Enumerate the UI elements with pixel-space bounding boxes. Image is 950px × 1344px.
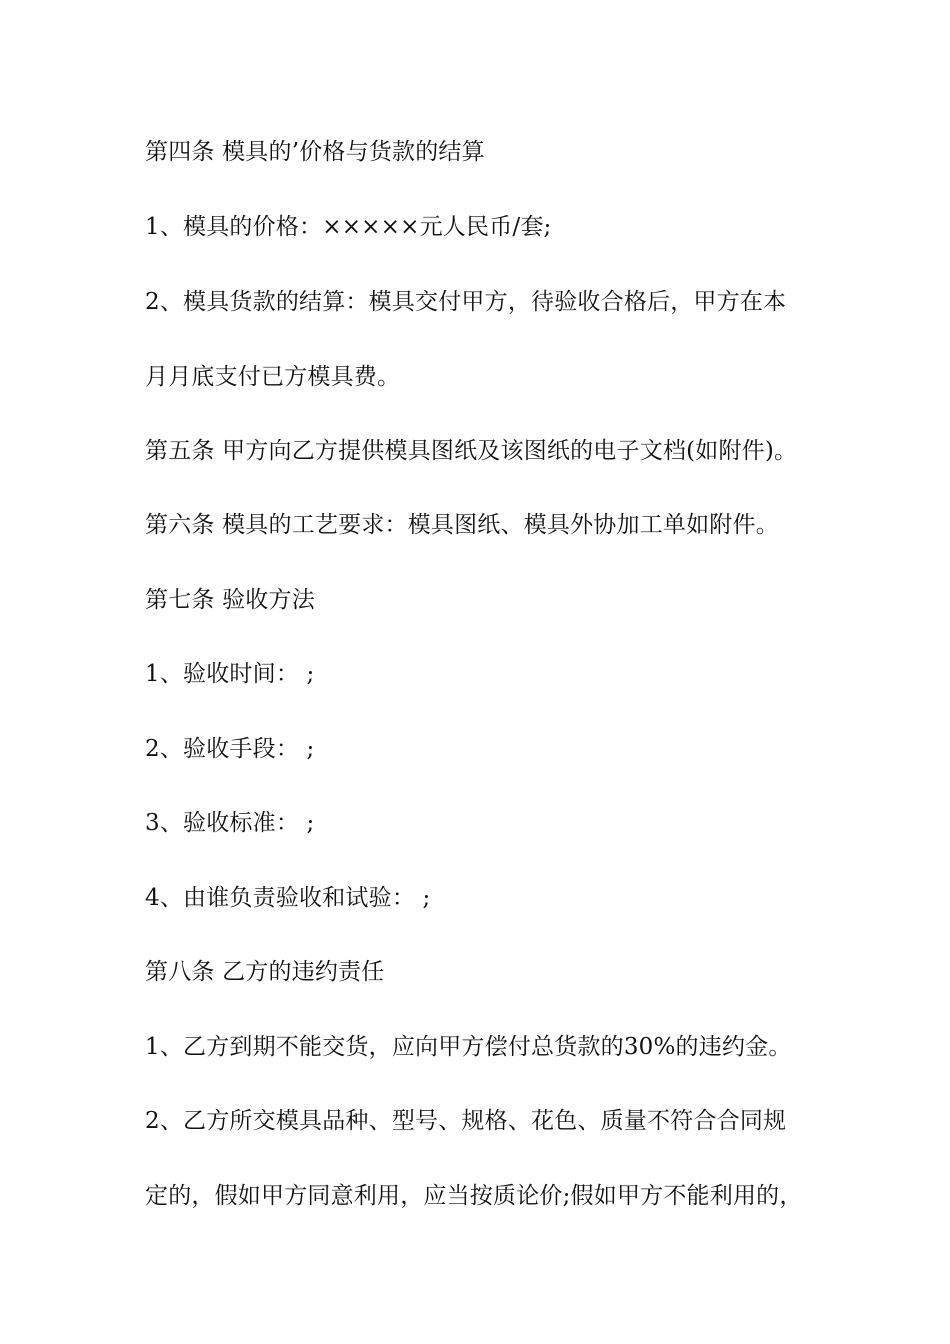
acceptance-responsibility-item: 4、由谁负责验收和试验： ; (145, 885, 431, 911)
mold-payment-item-continued: 月月底支付已方模具费。 (145, 364, 401, 390)
article-7-heading: 第七条 验收方法 (145, 587, 315, 613)
article-4-heading: 第四条 模具的’价格与货款的结算 (145, 139, 485, 165)
article-5-text: 第五条 甲方向乙方提供模具图纸及该图纸的电子文档(如附件)。 (145, 438, 798, 464)
acceptance-time-item: 1、验收时间： ; (145, 661, 315, 687)
acceptance-standard-item: 3、验收标准： ; (145, 810, 315, 836)
mold-payment-item: 2、模具货款的结算：模具交付甲方，待验收合格后，甲方在本 (145, 289, 787, 315)
mold-price-item: 1、模具的价格：×××××元人民币/套; (145, 214, 552, 240)
late-delivery-penalty-item: 1、乙方到期不能交货，应向甲方偿付总货款的30%的违约金。 (145, 1034, 792, 1060)
acceptance-method-item: 2、验收手段： ; (145, 736, 315, 762)
nonconforming-goods-item: 2、乙方所交模具品种、型号、规格、花色、质量不符合合同规 (145, 1108, 787, 1134)
nonconforming-goods-item-continued: 定的，假如甲方同意利用，应当按质论价;假如甲方不能利用的， (145, 1183, 803, 1209)
article-8-heading: 第八条 乙方的违约责任 (145, 959, 385, 985)
article-6-text: 第六条 模具的工艺要求：模具图纸、模具外协加工单如附件。 (145, 512, 779, 538)
